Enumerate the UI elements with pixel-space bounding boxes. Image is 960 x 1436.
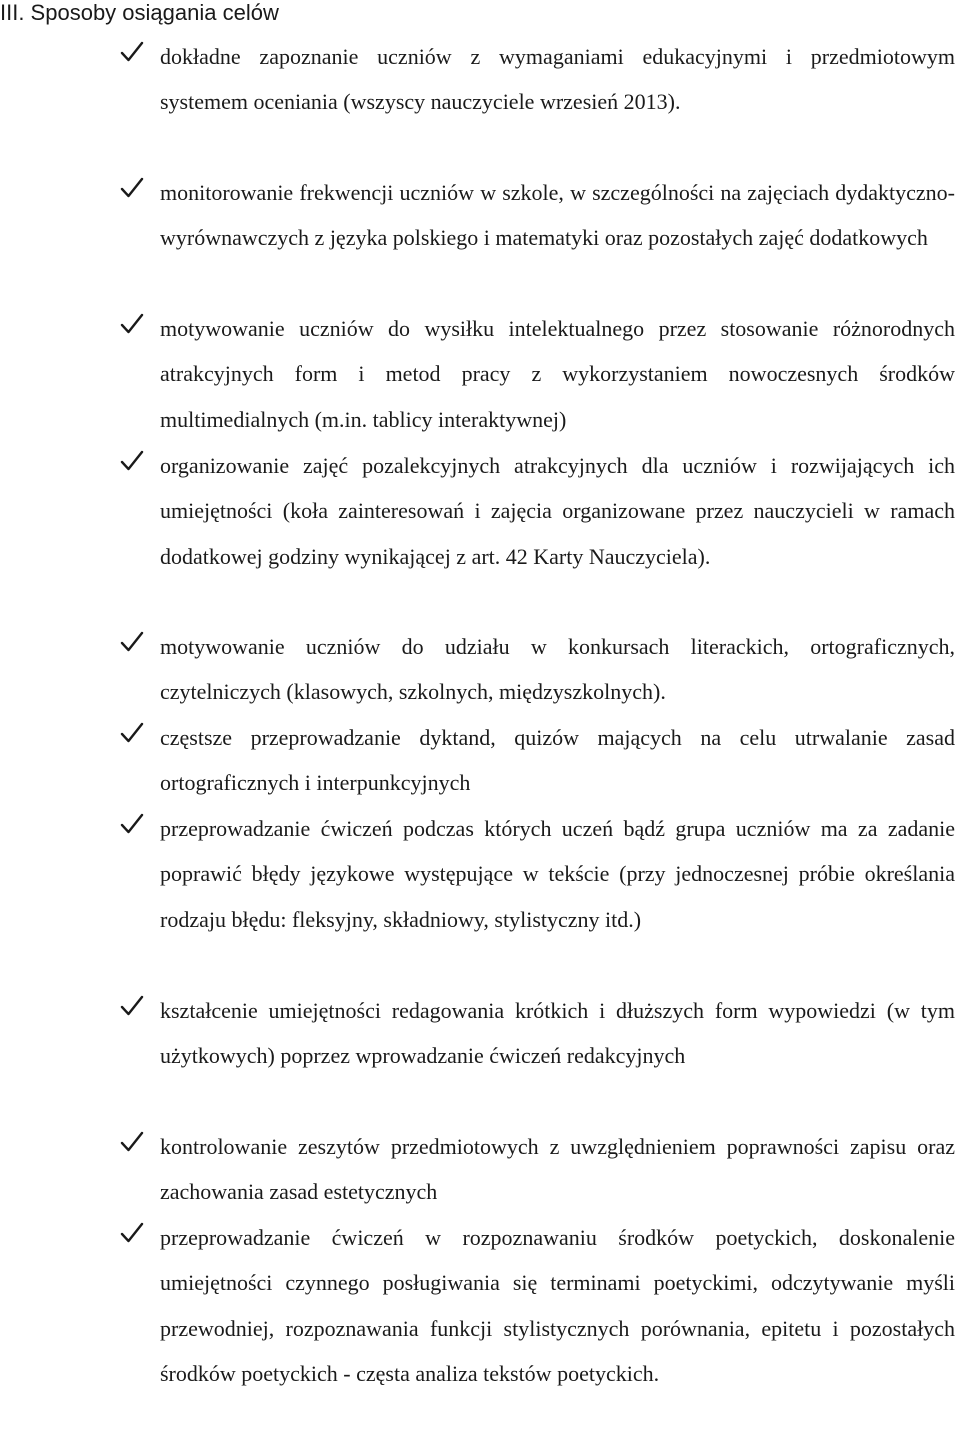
- list-item-text: kontrolowanie zeszytów przedmiotowych z uwzględnieniem poprawności zapisu oraz zachowania zasad estetycznych: [160, 1134, 955, 1205]
- list-item-text: monitorowanie frekwencji uczniów w szkole, w szczególności na zajęciach dydaktyczno-wyrównawczych z języka polskiego i matematyki oraz pozostałych zajęć dodatkowych: [160, 180, 955, 251]
- checkmark-icon: [119, 448, 145, 474]
- list-item-text: kształcenie umiejętności redagowania krótkich i dłuższych form wypowiedzi (w tym użytkowych) poprzez wprowadzanie ćwiczeń redakcyjnych: [160, 998, 955, 1069]
- checkmark-icon: [119, 39, 145, 65]
- list-item-text: motywowanie uczniów do wysiłku intelektualnego przez stosowanie różnorodnych atrakcyjnych form i metod pracy z wykorzystaniem nowoczesnych środków multimedialnych (m.in. tablicy interaktywnej): [160, 316, 955, 432]
- list-item-text: przeprowadzanie ćwiczeń w rozpoznawaniu środków poetyckich, doskonalenie umiejętności czynnego posługiwania się terminami poetyckimi, odczytywanie myśli przewodniej, rozpoznawania funkcji stylistycznych porównania, epitetu i pozostałych środków poetyckich - częsta analiza tekstów poetyckich.: [160, 1225, 955, 1387]
- section-title: III. Sposoby osiągania celów: [0, 0, 279, 25]
- checkmark-icon: [119, 629, 145, 655]
- list-item-text: dokładne zapoznanie uczniów z wymaganiami edukacyjnymi i przedmiotowym systemem oceniania (wszyscy nauczyciele wrzesień 2013).: [160, 44, 955, 115]
- list-item-text: częstsze przeprowadzanie dyktand, quizów mających na celu utrwalanie zasad ortograficznych i interpunkcyjnych: [160, 725, 955, 796]
- checkmark-icon: [119, 811, 145, 837]
- checkmark-icon: [119, 720, 145, 746]
- list-item-text: przeprowadzanie ćwiczeń podczas których uczeń bądź grupa uczniów ma za zadanie poprawić błędy językowe występujące w tekście (przy jednoczesnej próbie określania rodzaju błędu: fleksyjny, składniowy, stylistyczny itd.): [160, 816, 955, 932]
- checkmark-icon: [119, 311, 145, 337]
- checkmark-icon: [119, 993, 145, 1019]
- checkmark-icon: [119, 175, 145, 201]
- checkmark-icon: [119, 1129, 145, 1155]
- list-item-text: motywowanie uczniów do udziału w konkursach literackich, ortograficznych, czytelniczych (klasowych, szkolnych, międzyszkolnych).: [160, 634, 955, 705]
- list-item-text: organizowanie zajęć pozalekcyjnych atrakcyjnych dla uczniów i rozwijających ich umiejętności (koła zainteresowań i zajęcia organizowane przez nauczycieli w ramach dodatkowej godziny wynikającej z art. 42 Karty Nauczyciela).: [160, 453, 955, 569]
- checkmark-icon: [119, 1220, 145, 1246]
